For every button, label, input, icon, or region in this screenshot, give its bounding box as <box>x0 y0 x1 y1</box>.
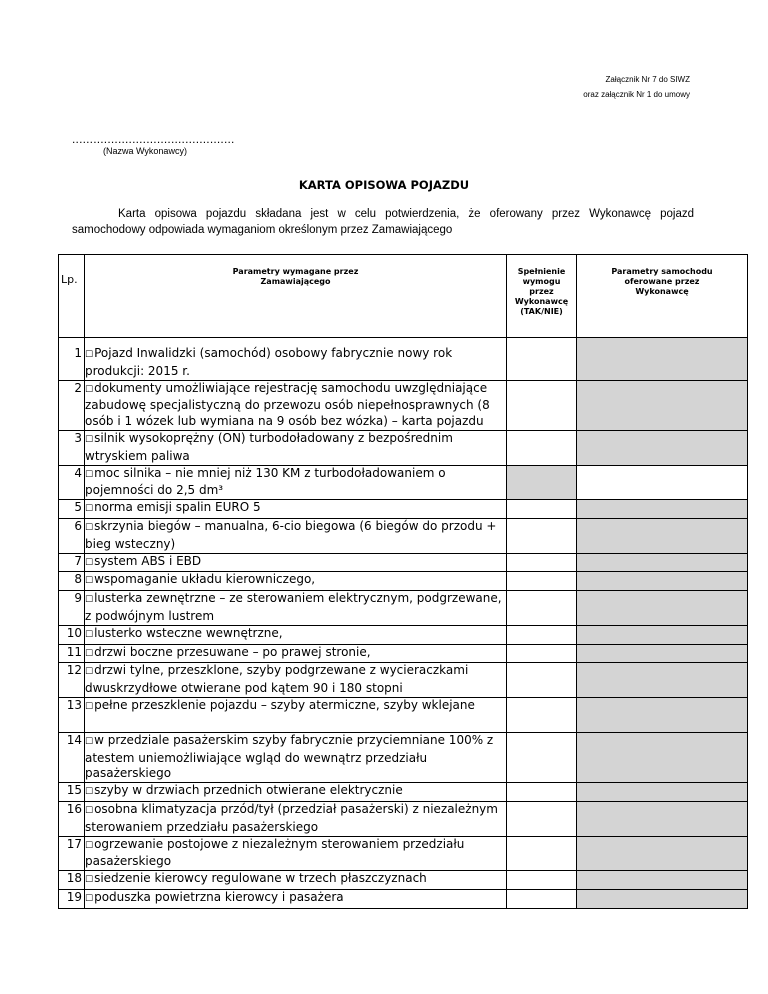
checkbox-icon[interactable]: ☐ <box>85 469 94 480</box>
row-requirement <box>85 518 507 553</box>
table-row <box>59 732 748 782</box>
row-requirement-text: lusterko wsteczne wewnętrzne, <box>94 625 283 640</box>
header-offered <box>577 255 748 338</box>
row-number: 16 <box>59 801 85 836</box>
checkbox-icon[interactable]: ☐ <box>85 701 94 712</box>
checkbox-icon[interactable]: ☐ <box>85 384 94 395</box>
row-requirement <box>85 572 507 591</box>
table-row <box>59 430 748 465</box>
row-number: 3 <box>59 430 85 465</box>
table-row <box>59 625 748 644</box>
row-requirement <box>85 732 507 782</box>
row-offered-cell[interactable] <box>577 836 748 871</box>
contractor-label: (Nazwa Wykonawcy) <box>103 146 187 156</box>
row-fulfilment-cell[interactable] <box>507 380 577 430</box>
row-offered-cell[interactable] <box>577 889 748 908</box>
annex-line-1: Załącznik Nr 7 do SIWZ <box>605 75 690 84</box>
row-offered-cell[interactable] <box>577 697 748 732</box>
row-offered-cell[interactable] <box>577 500 748 519</box>
row-requirement-text: szyby w drzwiach przednich otwierane elektrycznie <box>94 783 403 798</box>
row-requirement <box>85 644 507 663</box>
row-fulfilment-cell[interactable] <box>507 591 577 626</box>
row-requirement-text: moc silnika – nie mniej niż 130 KM z turbodoładowaniem o pojemności do 2,5 dm³ <box>85 465 446 498</box>
intro-text: Karta opisowa pojazdu składana jest w celu potwierdzenia, że oferowany przez Wykonawcę pojazd samochodowy odpowiada wymaganiom określonym przez Zamawiającego <box>72 208 694 236</box>
row-requirement <box>85 591 507 626</box>
checkbox-icon[interactable]: ☐ <box>85 893 94 904</box>
row-offered-cell[interactable] <box>577 380 748 430</box>
row-number: 18 <box>59 871 85 890</box>
row-requirement-text: drzwi boczne przesuwane – po prawej stronie, <box>94 644 371 659</box>
row-requirement-text: osobna klimatyzacja przód/tył (przedział pasażerski) z niezależnym sterowaniem przedziału pasażerskiego <box>85 801 498 834</box>
row-requirement <box>85 380 507 430</box>
table-row <box>59 591 748 626</box>
row-requirement-text: dokumenty umożliwiające rejestrację samochodu uwzględniające zabudowę specjalistyczną do przewozu osób niepełnosprawnych (8 osób i 1 wózek lub wymiana na 9 osób bez wózka) – karta pojazdu <box>85 380 490 429</box>
checkbox-icon[interactable]: ☐ <box>85 595 94 606</box>
table-row <box>59 338 748 381</box>
row-requirement-text: poduszka powietrzna kierowcy i pasażera <box>94 889 344 904</box>
row-fulfilment-cell[interactable] <box>507 836 577 871</box>
checkbox-icon[interactable]: ☐ <box>85 787 94 798</box>
row-number: 9 <box>59 591 85 626</box>
row-fulfilment-cell[interactable] <box>507 801 577 836</box>
row-fulfilment-cell[interactable] <box>507 553 577 572</box>
row-requirement-text: system ABS i EBD <box>94 553 202 568</box>
intro-paragraph <box>72 206 694 238</box>
table-row <box>59 871 748 890</box>
row-requirement-text: siedzenie kierowcy regulowane w trzech płaszczyznach <box>94 871 427 886</box>
row-offered-cell[interactable] <box>577 338 748 381</box>
table-row <box>59 380 748 430</box>
row-requirement <box>85 500 507 519</box>
table-row <box>59 465 748 500</box>
row-requirement <box>85 889 507 908</box>
row-fulfilment-cell[interactable] <box>507 338 577 381</box>
row-fulfilment-cell[interactable] <box>507 732 577 782</box>
row-requirement-text: silnik wysokoprężny (ON) turbodoładowany z bezpośrednim wtryskiem paliwa <box>85 430 453 463</box>
contractor-signature-line: .............................................. <box>72 132 235 146</box>
row-requirement <box>85 430 507 465</box>
checkbox-icon[interactable]: ☐ <box>85 736 94 747</box>
table-row <box>59 500 748 519</box>
table-row <box>59 783 748 802</box>
row-offered-cell[interactable] <box>577 871 748 890</box>
row-offered-cell[interactable] <box>577 801 748 836</box>
table-row <box>59 836 748 871</box>
row-number: 14 <box>59 732 85 782</box>
row-offered-cell[interactable] <box>577 518 748 553</box>
row-number: 12 <box>59 663 85 698</box>
row-fulfilment-cell[interactable] <box>507 697 577 732</box>
row-fulfilment-cell[interactable] <box>507 430 577 465</box>
table-row <box>59 889 748 908</box>
row-requirement-text: lusterka zewnętrzne – ze sterowaniem elektrycznym, podgrzewane, z podwójnym lustrem <box>85 591 502 623</box>
table-row <box>59 553 748 572</box>
row-requirement-text: ogrzewanie postojowe z niezależnym sterowaniem przedziału pasażerskiego <box>85 836 465 869</box>
row-number: 4 <box>59 465 85 500</box>
checkbox-icon[interactable]: ☐ <box>85 648 94 659</box>
row-requirement <box>85 663 507 698</box>
row-offered-cell[interactable] <box>577 591 748 626</box>
header-params-text: Parametry wymagane przez Zamawiającego <box>232 267 359 286</box>
row-requirement-text: norma emisji spalin EURO 5 <box>94 500 261 515</box>
row-number: 5 <box>59 500 85 519</box>
row-fulfilment-cell[interactable] <box>507 644 577 663</box>
row-offered-cell[interactable] <box>577 783 748 802</box>
row-fulfilment-cell[interactable] <box>507 500 577 519</box>
row-number: 7 <box>59 553 85 572</box>
row-requirement <box>85 836 507 871</box>
row-requirement-text: drzwi tylne, przeszklone, szyby podgrzewane z wycieraczkami dwuskrzydłowe otwierane pod kątem 90 i 180 stopni <box>85 663 469 696</box>
header-lp: Lp. <box>59 255 85 338</box>
row-fulfilment-cell[interactable] <box>507 663 577 698</box>
row-offered-cell[interactable] <box>577 465 748 500</box>
table-row <box>59 801 748 836</box>
checkbox-icon[interactable]: ☐ <box>85 629 94 640</box>
row-fulfilment-cell[interactable] <box>507 572 577 591</box>
table-body <box>59 338 748 909</box>
row-number: 11 <box>59 644 85 663</box>
checkbox-icon[interactable]: ☐ <box>85 557 94 568</box>
row-number: 17 <box>59 836 85 871</box>
table-row <box>59 663 748 698</box>
row-fulfilment-cell[interactable] <box>507 871 577 890</box>
row-fulfilment-cell[interactable] <box>507 783 577 802</box>
row-requirement-text: wspomaganie układu kierowniczego, <box>94 572 316 587</box>
row-number: 15 <box>59 783 85 802</box>
table-header-row <box>59 255 748 338</box>
row-fulfilment-cell[interactable] <box>507 518 577 553</box>
header-params <box>85 255 507 338</box>
checkbox-icon[interactable]: ☐ <box>85 434 94 445</box>
row-offered-cell[interactable] <box>577 625 748 644</box>
checkbox-icon[interactable]: ☐ <box>85 840 94 851</box>
row-requirement <box>85 783 507 802</box>
checkbox-icon[interactable]: ☐ <box>85 805 94 816</box>
row-requirement <box>85 553 507 572</box>
row-offered-cell[interactable] <box>577 430 748 465</box>
row-offered-cell[interactable] <box>577 553 748 572</box>
table-row <box>59 572 748 591</box>
row-requirement-text: Pojazd Inwalidzki (samochód) osobowy fabrycznie nowy rok produkcji: 2015 r. <box>85 346 453 378</box>
row-number: 8 <box>59 572 85 591</box>
checkbox-icon[interactable]: ☐ <box>85 875 94 886</box>
row-offered-cell[interactable] <box>577 644 748 663</box>
row-requirement <box>85 465 507 500</box>
row-requirement <box>85 697 507 732</box>
row-requirement <box>85 801 507 836</box>
document-title: KARTA OPISOWA POJAZDU <box>298 178 470 192</box>
row-number: 10 <box>59 625 85 644</box>
row-offered-cell[interactable] <box>577 663 748 698</box>
row-number: 1 <box>59 338 85 381</box>
row-requirement-text: w przedziale pasażerskim szyby fabrycznie przyciemniane 100% z atestem uniemożliwiające wgląd do wewnątrz przedziału pasażerskiego <box>85 732 494 781</box>
row-offered-cell[interactable] <box>577 572 748 591</box>
row-requirement <box>85 625 507 644</box>
row-requirement <box>85 871 507 890</box>
checkbox-icon[interactable]: ☐ <box>85 576 94 587</box>
header-offered-text: Parametry samochodu oferowane przez Wykonawcę <box>611 267 713 296</box>
row-number: 19 <box>59 889 85 908</box>
header-fulfilment-text: Spełnienie wymogu przez Wykonawcę (TAK/NIE) <box>514 267 569 316</box>
row-number: 2 <box>59 380 85 430</box>
annex-line-2: oraz załącznik Nr 1 do umowy <box>583 90 690 99</box>
row-number: 6 <box>59 518 85 553</box>
row-fulfilment-cell[interactable] <box>507 625 577 644</box>
checkbox-icon[interactable]: ☐ <box>85 667 94 678</box>
checkbox-icon[interactable]: ☐ <box>85 522 94 533</box>
row-fulfilment-cell[interactable] <box>507 465 577 500</box>
vehicle-spec-table <box>58 254 748 909</box>
checkbox-icon[interactable]: ☐ <box>85 350 94 360</box>
row-requirement-text: pełne przeszklenie pojazdu – szyby atermiczne, szyby wklejane <box>94 697 475 712</box>
checkbox-icon[interactable]: ☐ <box>85 504 94 515</box>
row-number: 13 <box>59 697 85 732</box>
header-fulfilment <box>507 255 577 338</box>
table-row <box>59 697 748 732</box>
row-requirement-text: skrzynia biegów – manualna, 6-cio biegowa (6 biegów do przodu + bieg wsteczny) <box>85 518 497 551</box>
row-offered-cell[interactable] <box>577 732 748 782</box>
row-requirement <box>85 338 507 381</box>
row-fulfilment-cell[interactable] <box>507 889 577 908</box>
table-row <box>59 518 748 553</box>
table-row <box>59 644 748 663</box>
